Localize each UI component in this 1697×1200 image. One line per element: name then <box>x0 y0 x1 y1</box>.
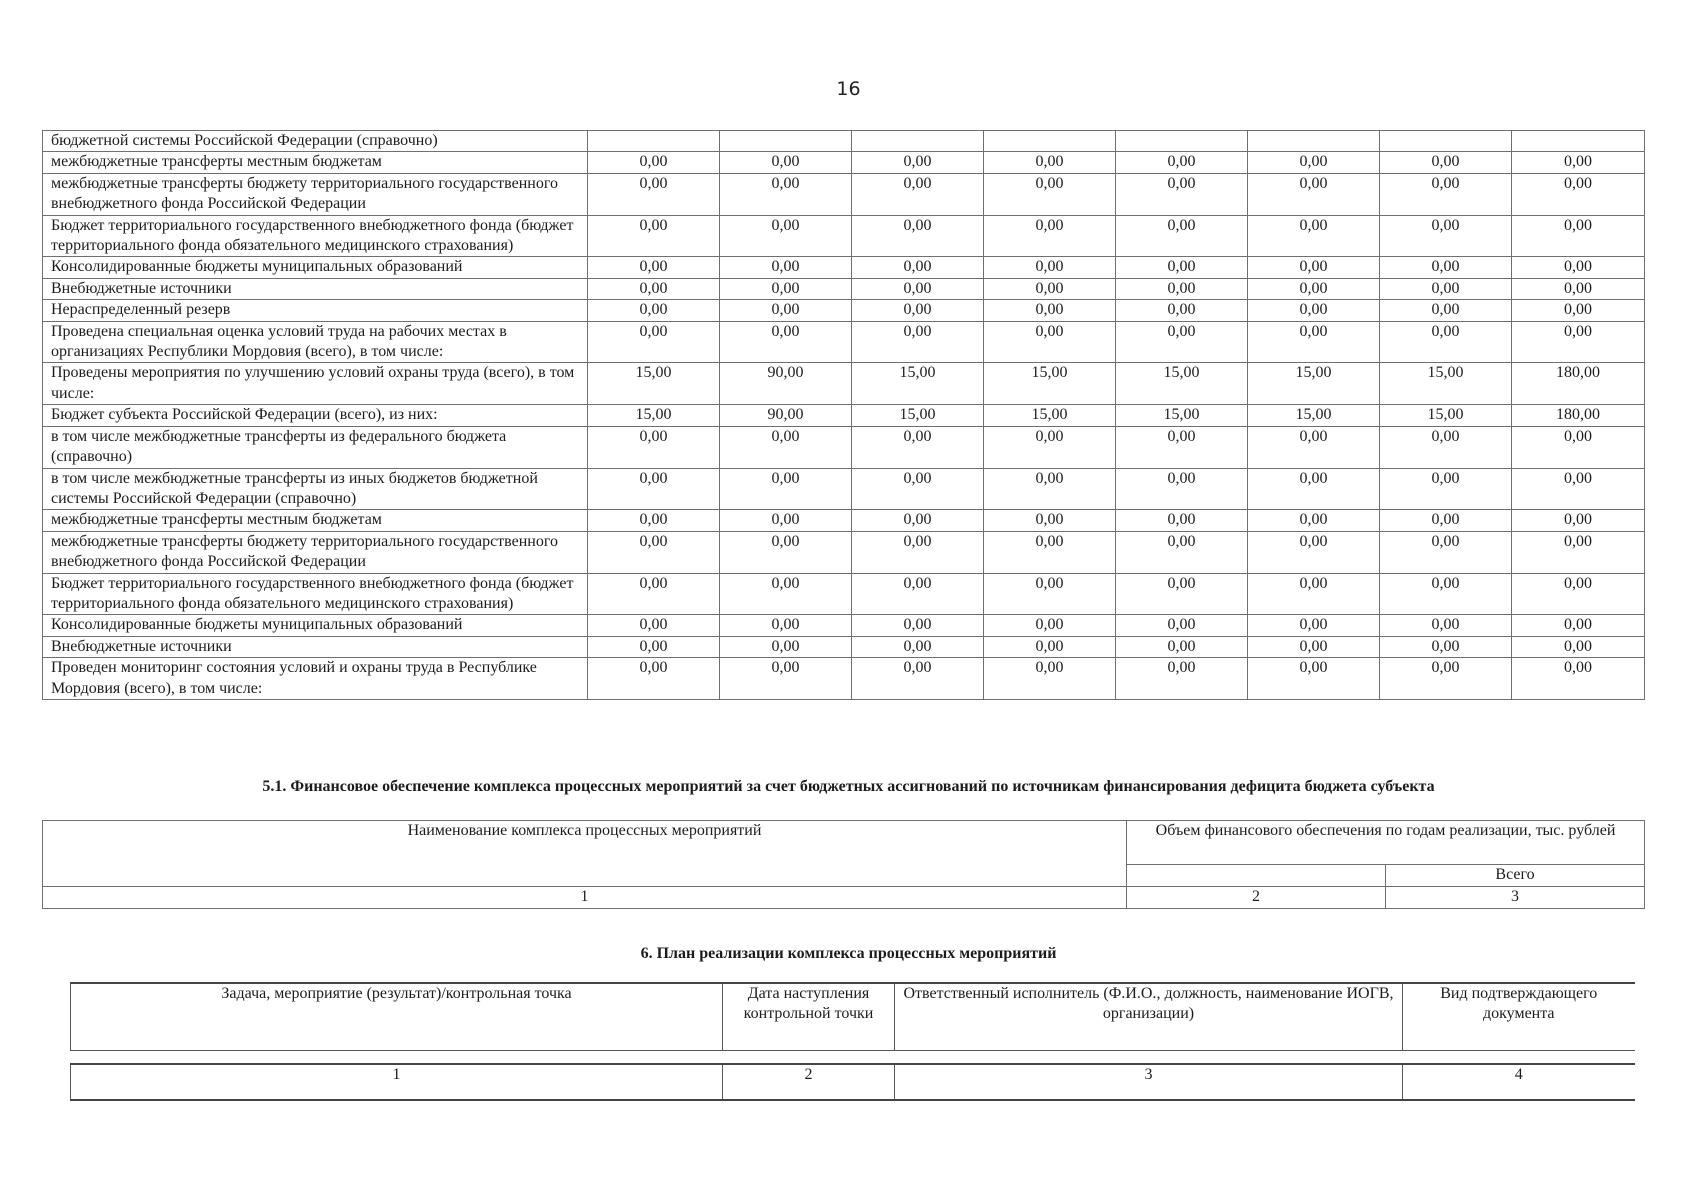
value-cell: 0,00 <box>984 257 1116 278</box>
value-cell: 0,00 <box>852 636 984 657</box>
row-label: межбюджетные трансферты бюджету территориального государственного внебюджетного фонда Российской Федерации <box>43 531 588 573</box>
value-cell: 0,00 <box>984 658 1116 700</box>
value-cell: 0,00 <box>852 510 984 531</box>
value-cell: 0,00 <box>1116 152 1248 173</box>
value-cell: 0,00 <box>1380 278 1512 299</box>
value-cell: 0,00 <box>1512 636 1645 657</box>
value-cell: 0,00 <box>720 257 852 278</box>
value-cell: 0,00 <box>588 321 720 363</box>
value-cell: 0,00 <box>720 636 852 657</box>
value-cell <box>720 131 852 152</box>
value-cell: 0,00 <box>984 173 1116 215</box>
table-row <box>43 405 1645 426</box>
column-number-2: 2 <box>723 1064 895 1100</box>
value-cell: 0,00 <box>588 215 720 257</box>
value-cell: 0,00 <box>1116 636 1248 657</box>
value-cell: 0,00 <box>720 531 852 573</box>
value-cell: 0,00 <box>984 615 1116 636</box>
value-cell: 0,00 <box>1380 152 1512 173</box>
value-cell: 0,00 <box>720 300 852 321</box>
row-label: в том числе межбюджетные трансферты из федерального бюджета (справочно) <box>43 426 588 468</box>
value-cell: 0,00 <box>984 152 1116 173</box>
value-cell: 0,00 <box>588 300 720 321</box>
value-cell: 0,00 <box>1380 615 1512 636</box>
row-label: межбюджетные трансферты местным бюджетам <box>43 510 588 531</box>
table-row <box>43 257 1645 278</box>
value-cell: 0,00 <box>852 321 984 363</box>
row-label: Проведены мероприятия по улучшению условий охраны труда (всего), в том числе: <box>43 363 588 405</box>
value-cell: 0,00 <box>588 257 720 278</box>
value-cell: 15,00 <box>588 405 720 426</box>
value-cell: 0,00 <box>1512 321 1645 363</box>
value-cell: 0,00 <box>1248 278 1380 299</box>
value-cell: 0,00 <box>1116 531 1248 573</box>
value-cell: 0,00 <box>720 321 852 363</box>
header-task: Задача, мероприятие (результат)/контрольная точка <box>71 983 723 1051</box>
value-cell: 0,00 <box>1380 658 1512 700</box>
value-cell: 0,00 <box>1248 426 1380 468</box>
table-row <box>43 278 1645 299</box>
value-cell: 0,00 <box>1380 173 1512 215</box>
section-5-1-title: 5.1. Финансовое обеспечение комплекса процессных мероприятий за счет бюджетных ассигнований по источникам финансирования дефицита бюджета субъекта <box>262 778 1435 795</box>
value-cell: 0,00 <box>1116 615 1248 636</box>
table-row <box>43 131 1645 152</box>
value-cell: 0,00 <box>852 468 984 510</box>
value-cell: 15,00 <box>1116 405 1248 426</box>
value-cell: 0,00 <box>852 615 984 636</box>
table-row <box>43 173 1645 215</box>
table-row <box>43 300 1645 321</box>
row-label: Бюджет субъекта Российской Федерации (всего), из них: <box>43 405 588 426</box>
value-cell: 0,00 <box>720 173 852 215</box>
value-cell: 0,00 <box>852 215 984 257</box>
value-cell: 15,00 <box>852 363 984 405</box>
value-cell <box>1116 131 1248 152</box>
value-cell: 0,00 <box>984 468 1116 510</box>
value-cell: 0,00 <box>1512 510 1645 531</box>
value-cell: 0,00 <box>588 615 720 636</box>
value-cell: 0,00 <box>1116 173 1248 215</box>
value-cell: 0,00 <box>1248 510 1380 531</box>
value-cell: 15,00 <box>984 363 1116 405</box>
value-cell: 0,00 <box>1512 257 1645 278</box>
value-cell: 0,00 <box>1512 615 1645 636</box>
value-cell: 0,00 <box>1248 636 1380 657</box>
value-cell: 0,00 <box>1248 321 1380 363</box>
column-number-2: 2 <box>1127 887 1386 909</box>
value-cell <box>1380 131 1512 152</box>
section-5-1-table <box>42 820 1645 909</box>
value-cell: 0,00 <box>984 510 1116 531</box>
value-cell: 0,00 <box>1116 426 1248 468</box>
value-cell: 0,00 <box>1248 257 1380 278</box>
value-cell: 15,00 <box>1248 405 1380 426</box>
section-6-title: 6. План реализации комплекса процессных мероприятий <box>640 945 1057 962</box>
row-label: Внебюджетные источники <box>43 636 588 657</box>
table-row <box>43 426 1645 468</box>
financing-table <box>42 130 1645 700</box>
value-cell: 0,00 <box>984 321 1116 363</box>
table-row <box>43 152 1645 173</box>
value-cell: 15,00 <box>588 363 720 405</box>
value-cell: 0,00 <box>1248 152 1380 173</box>
value-cell <box>1248 131 1380 152</box>
value-cell <box>588 131 720 152</box>
value-cell: 0,00 <box>1116 468 1248 510</box>
empty-year-cell <box>1127 865 1386 887</box>
value-cell: 0,00 <box>852 531 984 573</box>
value-cell: 90,00 <box>720 363 852 405</box>
value-cell: 0,00 <box>852 173 984 215</box>
value-cell: 0,00 <box>588 173 720 215</box>
value-cell: 0,00 <box>588 278 720 299</box>
value-cell: 0,00 <box>588 573 720 615</box>
value-cell: 0,00 <box>852 658 984 700</box>
header-responsible: Ответственный исполнитель (Ф.И.О., должность, наименование ИОГВ, организации) <box>895 983 1403 1051</box>
value-cell: 0,00 <box>588 636 720 657</box>
table-row <box>43 615 1645 636</box>
value-cell: 0,00 <box>1116 573 1248 615</box>
row-label: Нераспределенный резерв <box>43 300 588 321</box>
value-cell: 0,00 <box>1380 257 1512 278</box>
value-cell: 0,00 <box>1380 510 1512 531</box>
row-label: Консолидированные бюджеты муниципальных образований <box>43 257 588 278</box>
table-gap <box>71 1051 1635 1065</box>
row-label: Бюджет территориального государственного внебюджетного фонда (бюджет территориального фонда обязательного медицинского страхования) <box>43 573 588 615</box>
value-cell: 0,00 <box>720 468 852 510</box>
table-row <box>43 636 1645 657</box>
value-cell: 0,00 <box>720 215 852 257</box>
value-cell: 0,00 <box>852 573 984 615</box>
table-row <box>43 215 1645 257</box>
value-cell: 0,00 <box>1380 531 1512 573</box>
value-cell: 0,00 <box>1380 468 1512 510</box>
value-cell: 0,00 <box>1116 278 1248 299</box>
value-cell: 0,00 <box>852 152 984 173</box>
value-cell: 0,00 <box>984 278 1116 299</box>
value-cell: 0,00 <box>720 573 852 615</box>
value-cell: 0,00 <box>1380 573 1512 615</box>
table-row <box>43 531 1645 573</box>
value-cell <box>1512 131 1645 152</box>
value-cell: 0,00 <box>1248 300 1380 321</box>
row-label: в том числе межбюджетные трансферты из иных бюджетов бюджетной системы Российской Федерации (справочно) <box>43 468 588 510</box>
value-cell: 0,00 <box>852 257 984 278</box>
value-cell: 0,00 <box>588 152 720 173</box>
value-cell: 0,00 <box>588 531 720 573</box>
value-cell: 0,00 <box>1512 300 1645 321</box>
value-cell: 0,00 <box>1248 215 1380 257</box>
value-cell: 15,00 <box>852 405 984 426</box>
table-row <box>43 510 1645 531</box>
table-row <box>43 658 1645 700</box>
value-cell: 0,00 <box>984 636 1116 657</box>
value-cell: 0,00 <box>720 278 852 299</box>
column-number-1: 1 <box>71 1064 723 1100</box>
col-total-header: Всего <box>1386 865 1645 887</box>
value-cell: 0,00 <box>984 215 1116 257</box>
value-cell: 0,00 <box>1248 468 1380 510</box>
value-cell: 0,00 <box>1380 636 1512 657</box>
row-label: Внебюджетные источники <box>43 278 588 299</box>
value-cell: 0,00 <box>1380 426 1512 468</box>
table-row <box>43 363 1645 405</box>
value-cell: 90,00 <box>720 405 852 426</box>
page-number: 16 <box>836 78 861 100</box>
value-cell: 0,00 <box>852 300 984 321</box>
value-cell: 0,00 <box>1116 257 1248 278</box>
value-cell: 0,00 <box>1248 573 1380 615</box>
value-cell: 0,00 <box>1116 510 1248 531</box>
column-number-1: 1 <box>43 887 1127 909</box>
value-cell: 0,00 <box>984 426 1116 468</box>
value-cell: 0,00 <box>1248 531 1380 573</box>
value-cell: 0,00 <box>984 300 1116 321</box>
value-cell: 0,00 <box>588 468 720 510</box>
value-cell: 180,00 <box>1512 363 1645 405</box>
value-cell: 15,00 <box>984 405 1116 426</box>
value-cell: 0,00 <box>852 278 984 299</box>
value-cell: 0,00 <box>1248 615 1380 636</box>
value-cell: 0,00 <box>1512 531 1645 573</box>
header-document: Вид подтверждающего документа <box>1403 983 1635 1051</box>
value-cell: 0,00 <box>1512 426 1645 468</box>
value-cell: 0,00 <box>720 510 852 531</box>
value-cell: 0,00 <box>984 573 1116 615</box>
value-cell: 0,00 <box>720 658 852 700</box>
value-cell: 0,00 <box>588 426 720 468</box>
header-date: Дата наступления контрольной точки <box>723 983 895 1051</box>
value-cell: 0,00 <box>1380 321 1512 363</box>
value-cell: 0,00 <box>720 426 852 468</box>
value-cell: 0,00 <box>1512 468 1645 510</box>
value-cell <box>984 131 1116 152</box>
value-cell: 0,00 <box>1248 173 1380 215</box>
value-cell: 0,00 <box>1512 658 1645 700</box>
row-label: Проведен мониторинг состояния условий и охраны труда в Республике Мордовия (всего), в том числе: <box>43 658 588 700</box>
col-name-header: Наименование комплекса процессных мероприятий <box>43 821 1127 887</box>
value-cell: 0,00 <box>1512 278 1645 299</box>
value-cell: 0,00 <box>588 510 720 531</box>
value-cell: 0,00 <box>720 152 852 173</box>
value-cell: 0,00 <box>1116 215 1248 257</box>
value-cell: 0,00 <box>1116 321 1248 363</box>
value-cell: 0,00 <box>1512 152 1645 173</box>
value-cell: 0,00 <box>588 658 720 700</box>
column-number-3: 3 <box>1386 887 1645 909</box>
section-6-table <box>70 982 1635 1101</box>
table-row <box>43 321 1645 363</box>
value-cell: 0,00 <box>1116 300 1248 321</box>
row-label: межбюджетные трансферты бюджету территориального государственного внебюджетного фонда Российской Федерации <box>43 173 588 215</box>
col-volume-header: Объем финансового обеспечения по годам реализации, тыс. рублей <box>1127 821 1645 865</box>
value-cell <box>852 131 984 152</box>
row-label: Бюджет территориального государственного внебюджетного фонда (бюджет территориального фонда обязательного медицинского страхования) <box>43 215 588 257</box>
table-row <box>43 573 1645 615</box>
column-number-3: 3 <box>895 1064 1403 1100</box>
value-cell: 0,00 <box>1380 215 1512 257</box>
value-cell: 0,00 <box>720 615 852 636</box>
row-label: Консолидированные бюджеты муниципальных образований <box>43 615 588 636</box>
value-cell: 15,00 <box>1248 363 1380 405</box>
table-row <box>43 468 1645 510</box>
value-cell: 0,00 <box>1248 658 1380 700</box>
value-cell: 15,00 <box>1380 363 1512 405</box>
value-cell: 0,00 <box>1512 215 1645 257</box>
value-cell: 0,00 <box>1512 573 1645 615</box>
value-cell: 0,00 <box>984 531 1116 573</box>
row-label: бюджетной системы Российской Федерации (справочно) <box>43 131 588 152</box>
value-cell: 0,00 <box>852 426 984 468</box>
value-cell: 0,00 <box>1116 658 1248 700</box>
row-label: Проведена специальная оценка условий труда на рабочих местах в организациях Республики Мордовия (всего), в том числе: <box>43 321 588 363</box>
column-number-4: 4 <box>1403 1064 1635 1100</box>
value-cell: 180,00 <box>1512 405 1645 426</box>
row-label: межбюджетные трансферты местным бюджетам <box>43 152 588 173</box>
value-cell: 15,00 <box>1116 363 1248 405</box>
value-cell: 15,00 <box>1380 405 1512 426</box>
value-cell: 0,00 <box>1380 300 1512 321</box>
value-cell: 0,00 <box>1512 173 1645 215</box>
